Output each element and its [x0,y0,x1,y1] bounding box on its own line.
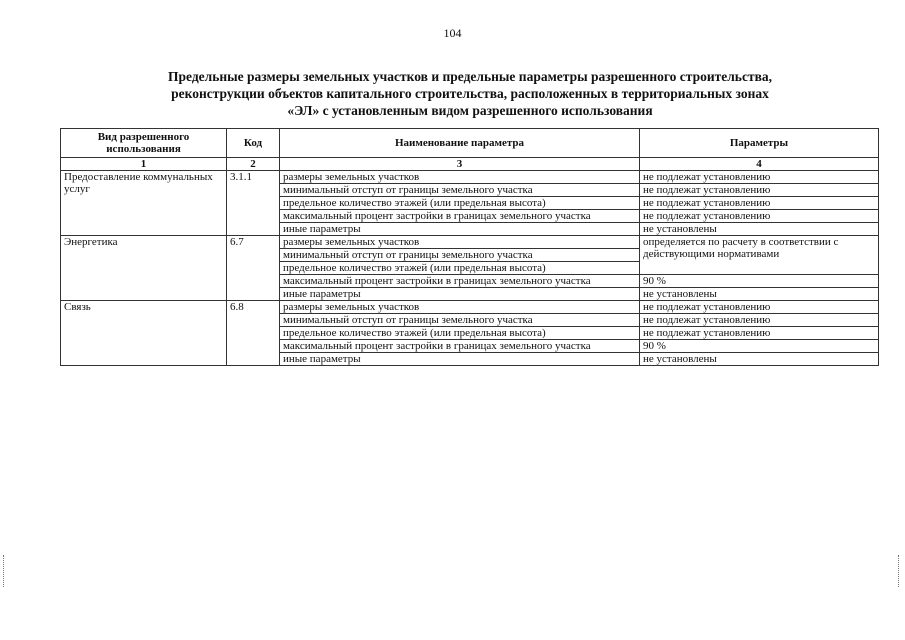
parameter-name-cell: максимальный процент застройки в границах земельного участка [280,340,640,353]
parameter-value-cell: не подлежат установлению [640,327,879,340]
permitted-use-cell: Предоставление коммунальных услуг [61,171,227,236]
column-number: 3 [280,158,640,171]
header-parameters: Параметры [640,129,879,158]
title-line: реконструкции объектов капитального строительства, расположенных в территориальных зонах [171,86,769,101]
parameter-value-cell: не подлежат установлению [640,171,879,184]
parameter-name-cell: предельное количество этажей (или предельная высота) [280,197,640,210]
page-number: 104 [443,26,462,40]
parameter-name-cell: размеры земельных участков [280,236,640,249]
parameter-value-cell: не подлежат установлению [640,301,879,314]
parameter-name-cell: максимальный процент застройки в границах земельного участка [280,210,640,223]
parameters-table [60,128,879,366]
code-cell: 6.8 [227,301,280,366]
column-number-row [61,158,879,171]
code-cell: 3.1.1 [227,171,280,236]
parameter-value-cell: не установлены [640,353,879,366]
table-row [61,301,879,314]
parameter-value-cell: не подлежат установлению [640,197,879,210]
merged-parameter-value-cell: определяется по расчету в соответствии с действующими нормативами [640,236,879,275]
parameter-name-cell: размеры земельных участков [280,301,640,314]
scan-edge-mark [898,555,902,587]
parameter-value-cell: не подлежат установлению [640,184,879,197]
table-header-row [61,129,879,158]
scan-edge-mark [3,555,7,587]
title-line: Предельные размеры земельных участков и предельные параметры разрешенного строительства, [168,69,772,84]
parameter-name-cell: минимальный отступ от границы земельного участка [280,249,640,262]
header-parameter-name: Наименование параметра [280,129,640,158]
parameter-value-cell: не установлены [640,223,879,236]
permitted-use-cell: Энергетика [61,236,227,301]
column-number: 2 [227,158,280,171]
column-number: 1 [61,158,227,171]
parameter-name-cell: иные параметры [280,353,640,366]
parameter-name-cell: максимальный процент застройки в границах земельного участка [280,275,640,288]
parameter-value-cell: не подлежат установлению [640,314,879,327]
document-title [60,68,880,119]
title-line: «ЭЛ» с установленным видом разрешенного использования [287,103,653,118]
header-code: Код [227,129,280,158]
parameter-name-cell: иные параметры [280,223,640,236]
parameter-name-cell: иные параметры [280,288,640,301]
parameter-value-cell: 90 % [640,340,879,353]
parameter-value-cell: не установлены [640,288,879,301]
table-row [61,236,879,249]
permitted-use-cell: Связь [61,301,227,366]
parameter-name-cell: предельное количество этажей (или предельная высота) [280,327,640,340]
header-permitted-use: Вид разрешенного использования [61,129,227,158]
parameter-name-cell: предельное количество этажей (или предельная высота) [280,262,640,275]
parameter-name-cell: размеры земельных участков [280,171,640,184]
parameter-value-cell: не подлежат установлению [640,210,879,223]
parameter-value-cell: 90 % [640,275,879,288]
code-cell: 6.7 [227,236,280,301]
parameter-name-cell: минимальный отступ от границы земельного участка [280,314,640,327]
table-row [61,171,879,184]
parameter-name-cell: минимальный отступ от границы земельного участка [280,184,640,197]
column-number: 4 [640,158,879,171]
